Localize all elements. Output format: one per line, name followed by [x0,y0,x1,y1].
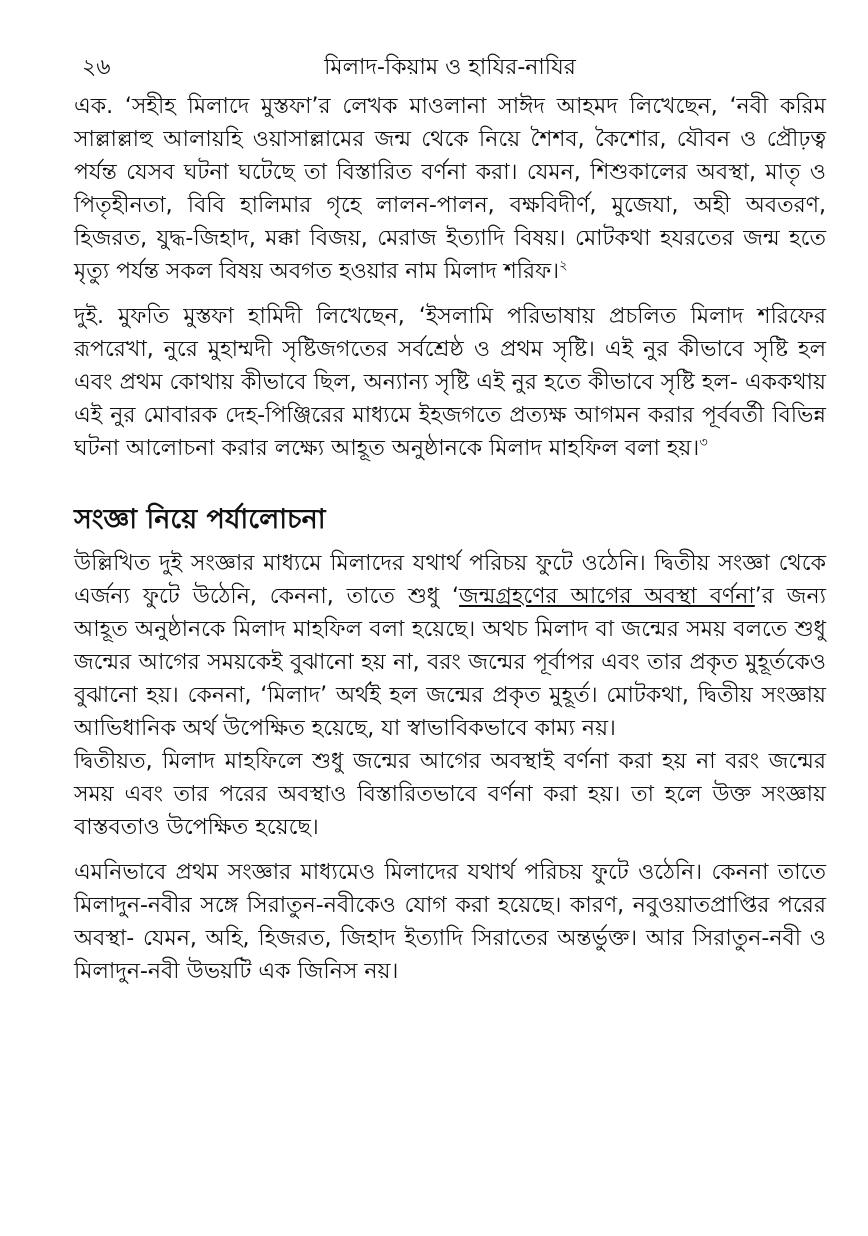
running-title: মিলাদ-কিয়াম ও হাযির-নাযির [324,55,576,80]
review-two-text: দ্বিতীয়ত, মিলাদ মাহফিলে শুধু জন্মের আগের অবস্থাই বর্ণনা করা হয় না বরং জন্মের সময় এবং তার পরের অবস্থাও বিস্তারিতভাবে বর্ণনা করা হয়। তা হলে উক্ত সংজ্ঞায় বাস্তবতাও উপেক্ষিত হয়েছে। [74,749,826,840]
underlined-phrase: জন্মগ্রহণের আগের অবস্থা বর্ণনা [459,584,755,609]
review-paragraph-two [74,745,826,844]
review-text-after: ’র জন্য আহূত অনুষ্ঠানকে মিলাদ মাহফিল বলা হয়েছে। অথচ মিলাদ বা জন্মের সময় বলতে শুধু জন্মের আগের সময়কেই বুঝানো হয় না, বরং জন্মের পূর্বাপর এবং তার প্রকৃত মুহূর্তকেও বুঝানো হয়। কেননা, ‘মিলাদ’ অর্থই হল জন্মের প্রকৃত মুহূর্ত। মোটকথা, দ্বিতীয় সংজ্ঞায় আভিধানিক অর্থ উপেক্ষিত হয়েছে, যা স্বাভাবিকভাবে কাম্য নয়। [74,584,826,741]
review-paragraph-three [74,856,826,988]
definition-two-paragraph [74,300,826,465]
definition-one-text: এক. ‘সহীহ মিলাদে মুস্তফা’র লেখক মাওলানা সাঈদ আহমদ লিখেছেন, ‘নবী করিম সাল্লাল্লাহু আলায়হি ওয়াসাল্লামের জন্ম থেকে নিয়ে শৈশব, কৈশোর, যৌবন ও প্রৌঢ়ত্ব পর্যন্ত যেসব ঘটনা ঘটেছে তা বিস্তারিত বর্ণনা করা। যেমন, শিশুকালের অবস্থা, মাতৃ ও পিতৃহীনতা, বিবি হালিমার গৃহে লালন-পালন, বক্ষবিদীর্ণ, মুজেযা, অহী অবতরণ, হিজরত, যুদ্ধ-জিহাদ, মক্কা বিজয়, মেরাজ ইত্যাদি বিষয়। মোটকথা হযরতের জন্ম হতে মৃত্যু পর্যন্ত সকল বিষয় অবগত হওয়ার নাম মিলাদ শরিফ। [74,94,826,284]
page-header [74,40,826,90]
review-three-text: এমনিভাবে প্রথম সংজ্ঞার মাধ্যমেও মিলাদের যথার্থ পরিচয় ফুটে ওঠেনি। কেননা তাতে মিলাদুন-নবীর সঙ্গে সিরাতুন-নবীকেও যোগ করা হয়েছে। কারণ, নবুওয়াতপ্রাপ্তির পরের অবস্থা- যেমন, অহি, হিজরত, জিহাদ ইত্যাদি সিরাতের অন্তর্ভুক্ত। আর সিরাতুন-নবী ও মিলাদুন-নবী উভয়টি এক জিনিস নয়। [74,860,826,984]
definition-two-text: দুই. মুফতি মুস্তফা হামিদী লিখেছেন, ‘ইসলামি পরিভাষায় প্রচলিত মিলাদ শরিফের রূপরেখা, নুরে মুহাম্মদী সৃষ্টিজগতের সর্বশ্রেষ্ঠ ও প্রথম সৃষ্টি। এই নুর কীভাবে সৃষ্টি হল এবং প্রথম কোথায় কীভাবে ছিল, অন্যান্য সৃষ্টি এই নুর হতে কীভাবে সৃষ্টি হল- এককথায় এই নুর মোবারক দেহ-পিঞ্জিরের মাধ্যমে ইহজগতে প্রত্যক্ষ আগমন করার পূর্ববর্তী বিভিন্ন ঘটনা আলোচনা করার লক্ষ্যে আহূত অনুষ্ঠানকে মিলাদ মাহফিল বলা হয়। [74,304,826,461]
book-page [74,40,826,988]
review-paragraph-one [74,547,826,745]
review-text-before: উল্লিখিত দুই সংজ্ঞার মাধ্যমে মিলাদের যথার্থ পরিচয় ফুটে ওঠেনি। দ্বিতীয় সংজ্ঞা থেকে এর্জন্য ফুটে উঠেনি, কেননা, তাতে শুধু ‘ [74,551,826,609]
section-heading: সংজ্ঞা নিয়ে পর্যালোচনা [74,504,326,535]
definition-one-paragraph [74,90,826,288]
footnote-marker: ৩ [699,435,708,451]
footnote-marker: ২ [559,258,568,274]
page-number: ২৬ [82,55,111,80]
